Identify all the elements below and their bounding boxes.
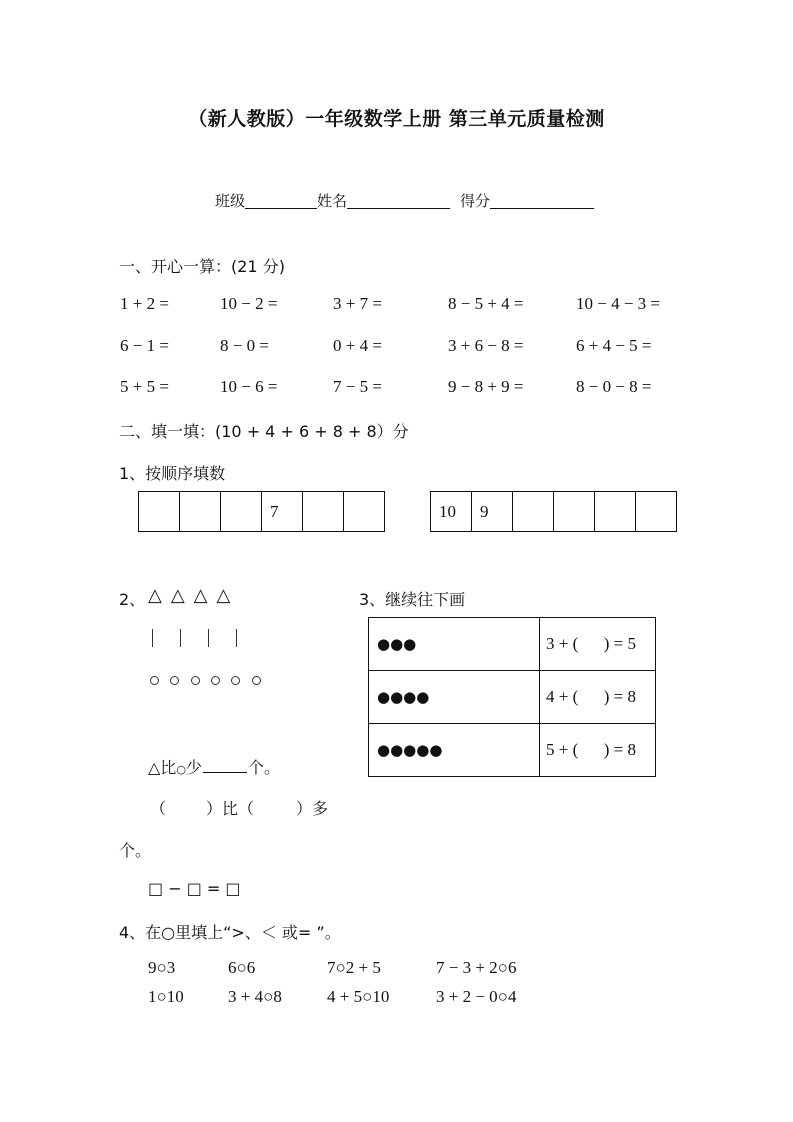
compare-sentence-2-end: 个。: [119, 841, 152, 860]
class-blank[interactable]: [245, 192, 317, 209]
equation: 10 − 4 − 3 =: [576, 294, 661, 313]
expr-cell[interactable]: 3 + ( ) = 5: [540, 618, 656, 671]
sequence-box[interactable]: [595, 492, 636, 532]
sequence-box[interactable]: [221, 492, 262, 532]
triangle-row: △△△△: [148, 585, 240, 606]
equation: 8 − 0 − 8 =: [576, 377, 652, 396]
circle-icon: [211, 676, 220, 685]
equation: 8 − 5 + 4 =: [448, 294, 524, 313]
equation: 6 + 4 − 5 =: [576, 336, 652, 355]
equation: 3 + 7 =: [333, 294, 382, 313]
q1-label: 1、按顺序填数: [119, 464, 226, 483]
draw-table: [368, 617, 656, 777]
sequence-box: 10: [431, 492, 472, 532]
score-label: 得分: [460, 192, 491, 210]
compare-sentence-2: （ ）比（ ）多: [150, 799, 329, 818]
section1-heading: 一、开心一算：(21 分): [119, 257, 285, 276]
bar-icon: [208, 629, 209, 647]
table-row: [369, 671, 656, 724]
equation: 10 − 6 =: [220, 377, 278, 396]
compare-item[interactable]: 7 − 3 + 2○6: [436, 958, 517, 977]
equation: 8 − 0 =: [220, 336, 269, 355]
bar-icon: [180, 629, 181, 647]
equation: 10 − 2 =: [220, 294, 278, 313]
table-row: [369, 724, 656, 777]
box-equation[interactable]: □ − □ = □: [148, 879, 241, 898]
sequence-box[interactable]: [636, 492, 677, 532]
dots-cell[interactable]: ●●●●: [369, 671, 540, 724]
compare-item[interactable]: 3 + 4○8: [228, 987, 282, 1006]
student-info-line: [215, 190, 594, 211]
compare-item[interactable]: 4 + 5○10: [327, 987, 390, 1006]
compare-item[interactable]: 6○6: [228, 958, 256, 977]
sequence-box: 7: [262, 492, 303, 532]
sequence-box[interactable]: [344, 492, 385, 532]
compare-item[interactable]: 9○3: [148, 958, 176, 977]
sequence-box[interactable]: [180, 492, 221, 532]
q4-label: 4、在○里填上“>、＜ 或= ”。: [119, 923, 341, 942]
compare-item[interactable]: 1○10: [148, 987, 184, 1006]
sequence-box[interactable]: [139, 492, 180, 532]
compare-item[interactable]: 7○2 + 5: [327, 958, 381, 977]
name-label: 姓名: [317, 192, 348, 210]
expr-cell[interactable]: 5 + ( ) = 8: [540, 724, 656, 777]
sequence-boxes-right: [430, 491, 677, 532]
bar-icon: [152, 629, 153, 647]
circle-icon: [231, 676, 240, 685]
score-blank[interactable]: [490, 192, 594, 209]
equation: 1 + 2 =: [120, 294, 169, 313]
answer-blank[interactable]: [203, 772, 247, 773]
section2-heading: 二、填一填：(10 + 4 + 6 + 8 + 8）分: [119, 422, 409, 441]
sequence-boxes-left: [138, 491, 385, 532]
class-label: 班级: [215, 192, 246, 210]
sequence-box[interactable]: [554, 492, 595, 532]
equation: 0 + 4 =: [333, 336, 382, 355]
equation: 9 − 8 + 9 =: [448, 377, 524, 396]
page-title: （新人教版）一年级数学上册 第三单元质量检测: [188, 108, 605, 130]
circle-icon: [150, 676, 159, 685]
sequence-box: 9: [472, 492, 513, 532]
equation: 7 − 5 =: [333, 377, 382, 396]
compare-item[interactable]: 3 + 2 − 0○4: [436, 987, 517, 1006]
dots-cell[interactable]: ●●●: [369, 618, 540, 671]
expr-cell[interactable]: 4 + ( ) = 8: [540, 671, 656, 724]
name-blank[interactable]: [347, 192, 450, 209]
equation: 5 + 5 =: [120, 377, 169, 396]
sequence-box[interactable]: [513, 492, 554, 532]
equation: 3 + 6 − 8 =: [448, 336, 524, 355]
compare-sentence-1: △比○少 个。: [148, 758, 280, 777]
table-row: [369, 618, 656, 671]
circle-icon: [170, 676, 179, 685]
q3-label: 3、继续往下画: [359, 590, 466, 609]
q2-label: 2、: [119, 590, 146, 609]
equation: 6 − 1 =: [120, 336, 169, 355]
sequence-box[interactable]: [303, 492, 344, 532]
bar-icon: [236, 629, 237, 647]
circle-icon: [252, 676, 261, 685]
circle-icon: [191, 676, 200, 685]
dots-cell[interactable]: ●●●●●: [369, 724, 540, 777]
